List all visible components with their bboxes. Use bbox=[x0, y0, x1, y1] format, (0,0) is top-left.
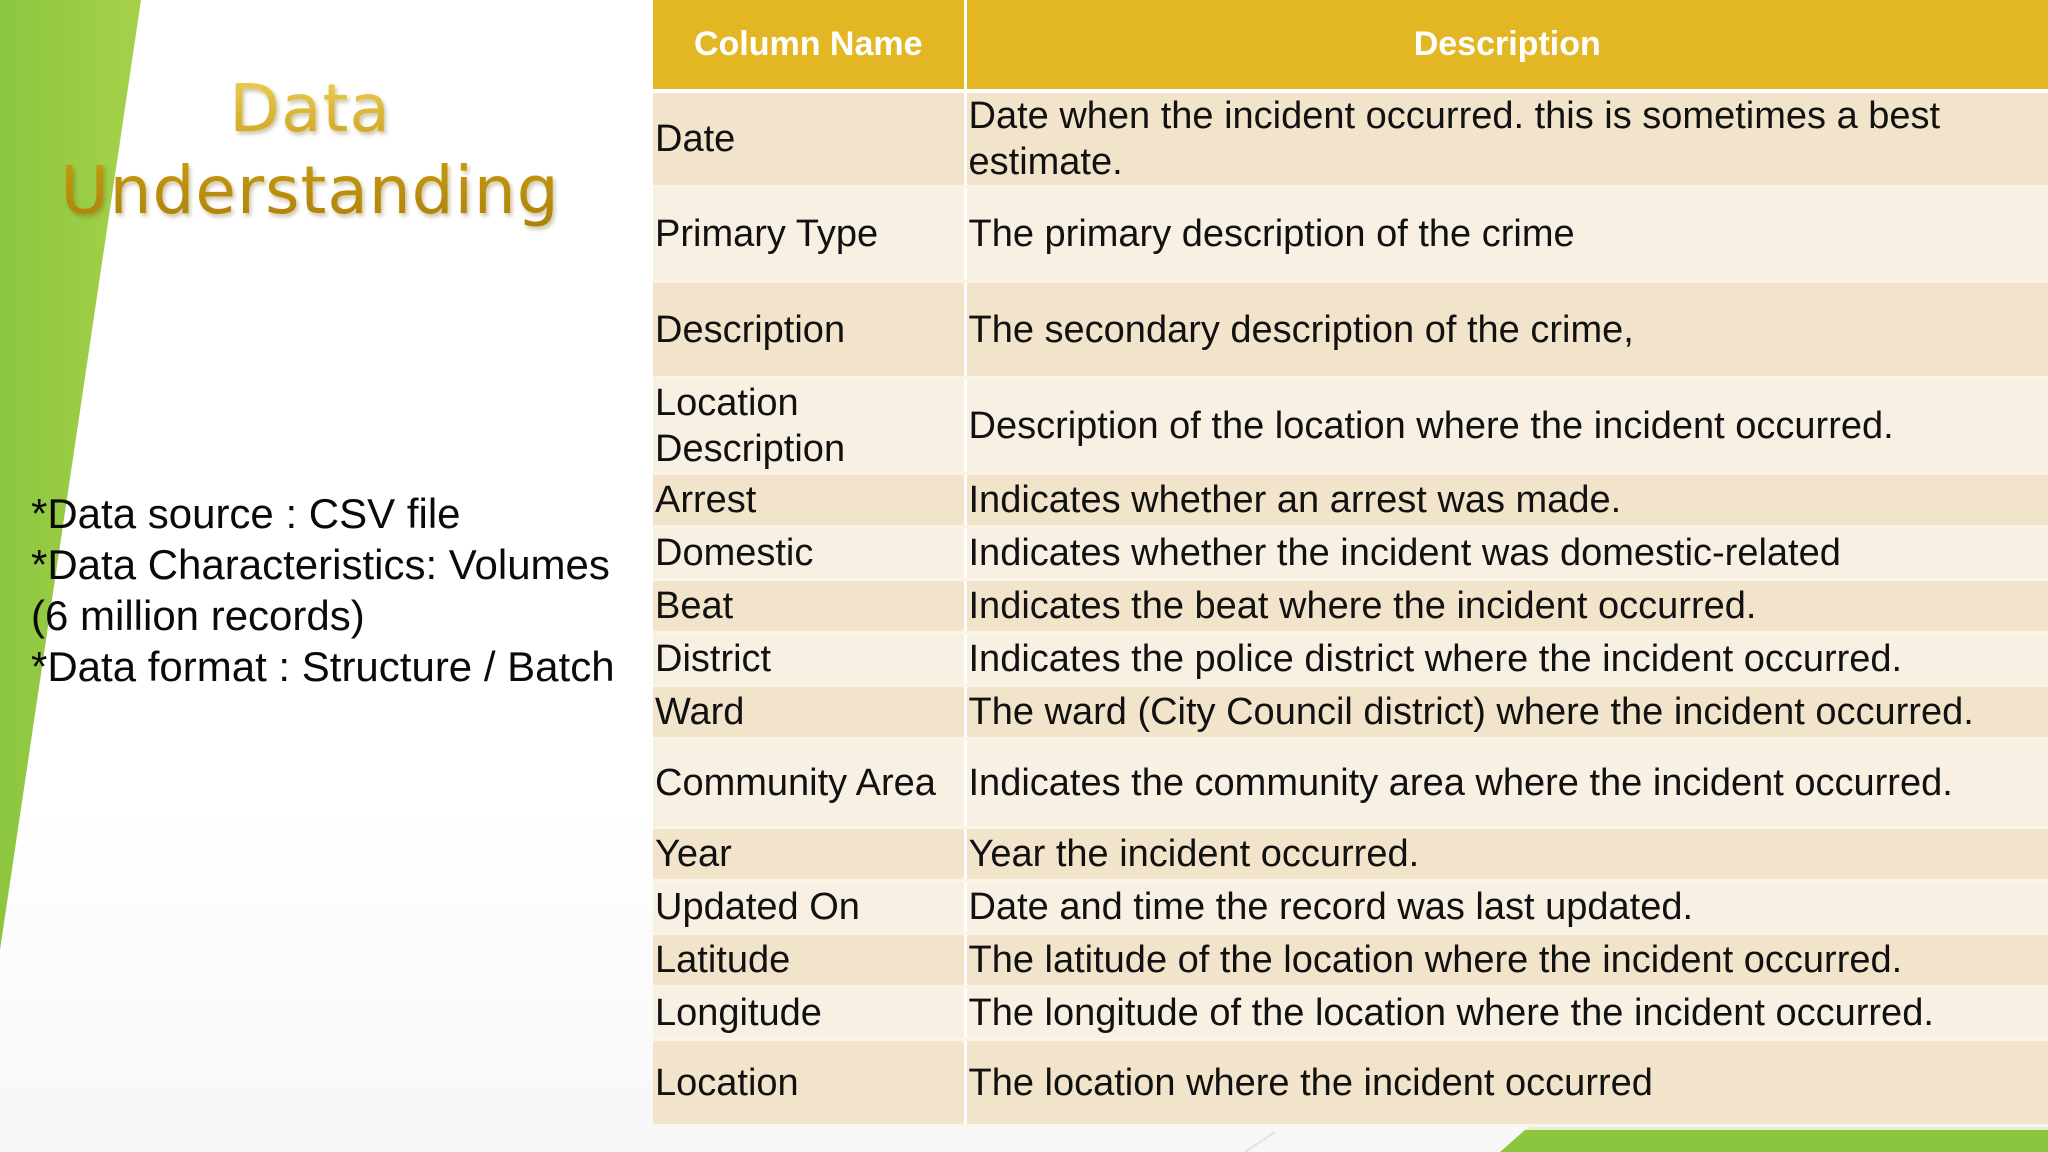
data-dictionary-table bbox=[653, 0, 2048, 1127]
description-cell: Indicates the community area where the incident occurred. bbox=[965, 739, 2048, 828]
column-name-cell: Description bbox=[653, 282, 965, 378]
info-line: (6 million records) bbox=[31, 592, 365, 639]
column-name-cell: Longitude bbox=[653, 987, 965, 1040]
description-cell: Indicates the police district where the incident occurred. bbox=[965, 633, 2048, 686]
description-cell: The longitude of the location where the incident occurred. bbox=[965, 987, 2048, 1040]
description-cell: Description of the location where the incident occurred. bbox=[965, 378, 2048, 474]
table-header-row bbox=[653, 0, 2048, 91]
slide-title bbox=[40, 68, 580, 232]
column-name-cell: Location Description bbox=[653, 378, 965, 474]
description-cell: The location where the incident occurred bbox=[965, 1040, 2048, 1126]
info-line: *Data Characteristics: Volumes bbox=[31, 541, 610, 588]
column-name-cell: Primary Type bbox=[653, 187, 965, 282]
table-row bbox=[653, 828, 2048, 881]
column-name-cell: Year bbox=[653, 828, 965, 881]
column-name-cell: Date bbox=[653, 91, 965, 187]
title-line-2: Understanding bbox=[60, 152, 560, 229]
table-row bbox=[653, 934, 2048, 987]
description-cell: The secondary description of the crime, bbox=[965, 282, 2048, 378]
title-line-1: Data bbox=[229, 70, 391, 147]
description-cell: Indicates whether the incident was domestic-related bbox=[965, 527, 2048, 580]
column-name-cell: Updated On bbox=[653, 881, 965, 934]
column-name-cell: District bbox=[653, 633, 965, 686]
table-row bbox=[653, 282, 2048, 378]
description-cell: The latitude of the location where the incident occurred. bbox=[965, 934, 2048, 987]
description-cell: Date when the incident occurred. this is sometimes a best estimate. bbox=[965, 91, 2048, 187]
table-row bbox=[653, 633, 2048, 686]
description-cell: Date and time the record was last updated. bbox=[965, 881, 2048, 934]
column-name-cell: Community Area bbox=[653, 739, 965, 828]
table-row bbox=[653, 91, 2048, 187]
table-row bbox=[653, 527, 2048, 580]
column-name-cell: Location bbox=[653, 1040, 965, 1126]
data-info-block bbox=[31, 488, 651, 692]
column-name-cell: Beat bbox=[653, 580, 965, 633]
description-cell: The primary description of the crime bbox=[965, 187, 2048, 282]
column-name-cell: Ward bbox=[653, 686, 965, 739]
table-row bbox=[653, 686, 2048, 739]
table-row bbox=[653, 987, 2048, 1040]
table-row bbox=[653, 474, 2048, 527]
column-header: Description bbox=[965, 0, 2048, 91]
column-name-cell: Domestic bbox=[653, 527, 965, 580]
description-cell: Year the incident occurred. bbox=[965, 828, 2048, 881]
info-line: *Data format : Structure / Batch bbox=[31, 643, 615, 690]
table-row bbox=[653, 580, 2048, 633]
table-row bbox=[653, 1040, 2048, 1126]
column-header: Column Name bbox=[653, 0, 965, 91]
table-row bbox=[653, 187, 2048, 282]
table-row bbox=[653, 739, 2048, 828]
description-cell: Indicates whether an arrest was made. bbox=[965, 474, 2048, 527]
table-row bbox=[653, 881, 2048, 934]
column-name-cell: Arrest bbox=[653, 474, 965, 527]
description-cell: Indicates the beat where the incident occurred. bbox=[965, 580, 2048, 633]
column-name-cell: Latitude bbox=[653, 934, 965, 987]
table-row bbox=[653, 378, 2048, 474]
description-cell: The ward (City Council district) where the incident occurred. bbox=[965, 686, 2048, 739]
info-line: *Data source : CSV file bbox=[31, 490, 461, 537]
